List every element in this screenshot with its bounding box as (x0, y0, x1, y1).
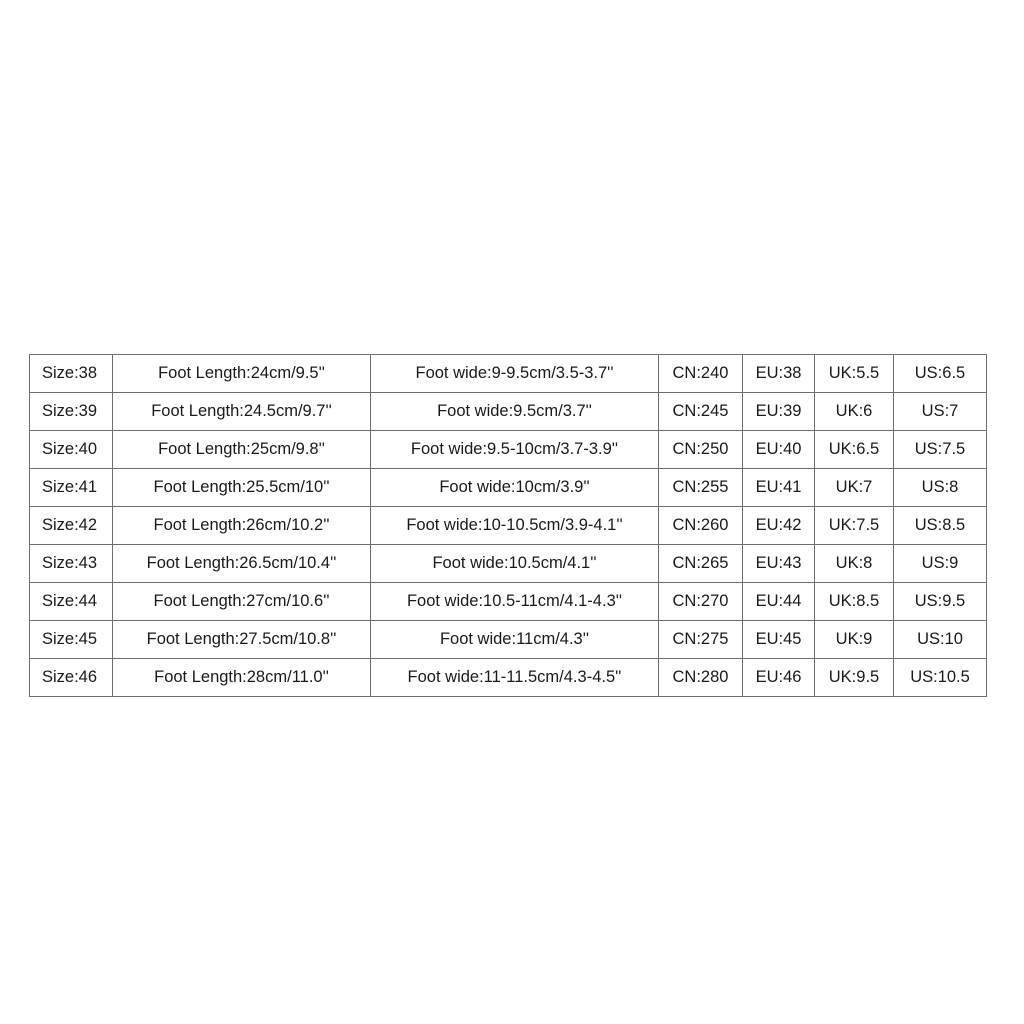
uk-size-cell: UK:6 (815, 393, 894, 431)
table-row (30, 393, 987, 431)
eu-size-cell: EU:45 (743, 621, 815, 659)
foot-length-cell: Foot Length:24cm/9.5'' (113, 355, 371, 393)
foot-length-cell: Foot Length:26.5cm/10.4'' (113, 545, 371, 583)
cn-size-cell: CN:260 (659, 507, 743, 545)
eu-size-cell: EU:40 (743, 431, 815, 469)
table-row (30, 469, 987, 507)
us-size-cell: US:9 (894, 545, 987, 583)
size-cell: Size:42 (30, 507, 113, 545)
eu-size-cell: EU:41 (743, 469, 815, 507)
uk-size-cell: UK:8 (815, 545, 894, 583)
size-cell: Size:45 (30, 621, 113, 659)
size-cell: Size:41 (30, 469, 113, 507)
uk-size-cell: UK:7 (815, 469, 894, 507)
table-row (30, 355, 987, 393)
us-size-cell: US:6.5 (894, 355, 987, 393)
us-size-cell: US:10.5 (894, 659, 987, 697)
us-size-cell: US:10 (894, 621, 987, 659)
size-cell: Size:44 (30, 583, 113, 621)
size-cell: Size:38 (30, 355, 113, 393)
eu-size-cell: EU:39 (743, 393, 815, 431)
table-row (30, 545, 987, 583)
foot-wide-cell: Foot wide:10.5-11cm/4.1-4.3'' (371, 583, 659, 621)
us-size-cell: US:8 (894, 469, 987, 507)
cn-size-cell: CN:245 (659, 393, 743, 431)
uk-size-cell: UK:5.5 (815, 355, 894, 393)
foot-length-cell: Foot Length:24.5cm/9.7'' (113, 393, 371, 431)
foot-wide-cell: Foot wide:9.5-10cm/3.7-3.9'' (371, 431, 659, 469)
size-cell: Size:46 (30, 659, 113, 697)
foot-wide-cell: Foot wide:11cm/4.3'' (371, 621, 659, 659)
size-cell: Size:39 (30, 393, 113, 431)
cn-size-cell: CN:275 (659, 621, 743, 659)
cn-size-cell: CN:240 (659, 355, 743, 393)
us-size-cell: US:7.5 (894, 431, 987, 469)
size-chart-table (29, 354, 987, 697)
table-row (30, 659, 987, 697)
uk-size-cell: UK:8.5 (815, 583, 894, 621)
foot-wide-cell: Foot wide:10-10.5cm/3.9-4.1'' (371, 507, 659, 545)
cn-size-cell: CN:265 (659, 545, 743, 583)
uk-size-cell: UK:9 (815, 621, 894, 659)
cn-size-cell: CN:250 (659, 431, 743, 469)
cn-size-cell: CN:255 (659, 469, 743, 507)
table-row (30, 583, 987, 621)
eu-size-cell: EU:42 (743, 507, 815, 545)
cn-size-cell: CN:270 (659, 583, 743, 621)
foot-length-cell: Foot Length:27cm/10.6'' (113, 583, 371, 621)
foot-length-cell: Foot Length:25cm/9.8'' (113, 431, 371, 469)
foot-length-cell: Foot Length:26cm/10.2'' (113, 507, 371, 545)
eu-size-cell: EU:38 (743, 355, 815, 393)
foot-wide-cell: Foot wide:10cm/3.9'' (371, 469, 659, 507)
foot-length-cell: Foot Length:28cm/11.0'' (113, 659, 371, 697)
eu-size-cell: EU:46 (743, 659, 815, 697)
foot-wide-cell: Foot wide:9.5cm/3.7'' (371, 393, 659, 431)
cn-size-cell: CN:280 (659, 659, 743, 697)
table-row (30, 431, 987, 469)
size-cell: Size:43 (30, 545, 113, 583)
foot-wide-cell: Foot wide:11-11.5cm/4.3-4.5'' (371, 659, 659, 697)
foot-wide-cell: Foot wide:10.5cm/4.1'' (371, 545, 659, 583)
size-cell: Size:40 (30, 431, 113, 469)
us-size-cell: US:7 (894, 393, 987, 431)
eu-size-cell: EU:44 (743, 583, 815, 621)
foot-length-cell: Foot Length:25.5cm/10'' (113, 469, 371, 507)
table-row (30, 621, 987, 659)
uk-size-cell: UK:6.5 (815, 431, 894, 469)
uk-size-cell: UK:7.5 (815, 507, 894, 545)
foot-wide-cell: Foot wide:9-9.5cm/3.5-3.7'' (371, 355, 659, 393)
uk-size-cell: UK:9.5 (815, 659, 894, 697)
foot-length-cell: Foot Length:27.5cm/10.8'' (113, 621, 371, 659)
eu-size-cell: EU:43 (743, 545, 815, 583)
us-size-cell: US:8.5 (894, 507, 987, 545)
us-size-cell: US:9.5 (894, 583, 987, 621)
table-row (30, 507, 987, 545)
